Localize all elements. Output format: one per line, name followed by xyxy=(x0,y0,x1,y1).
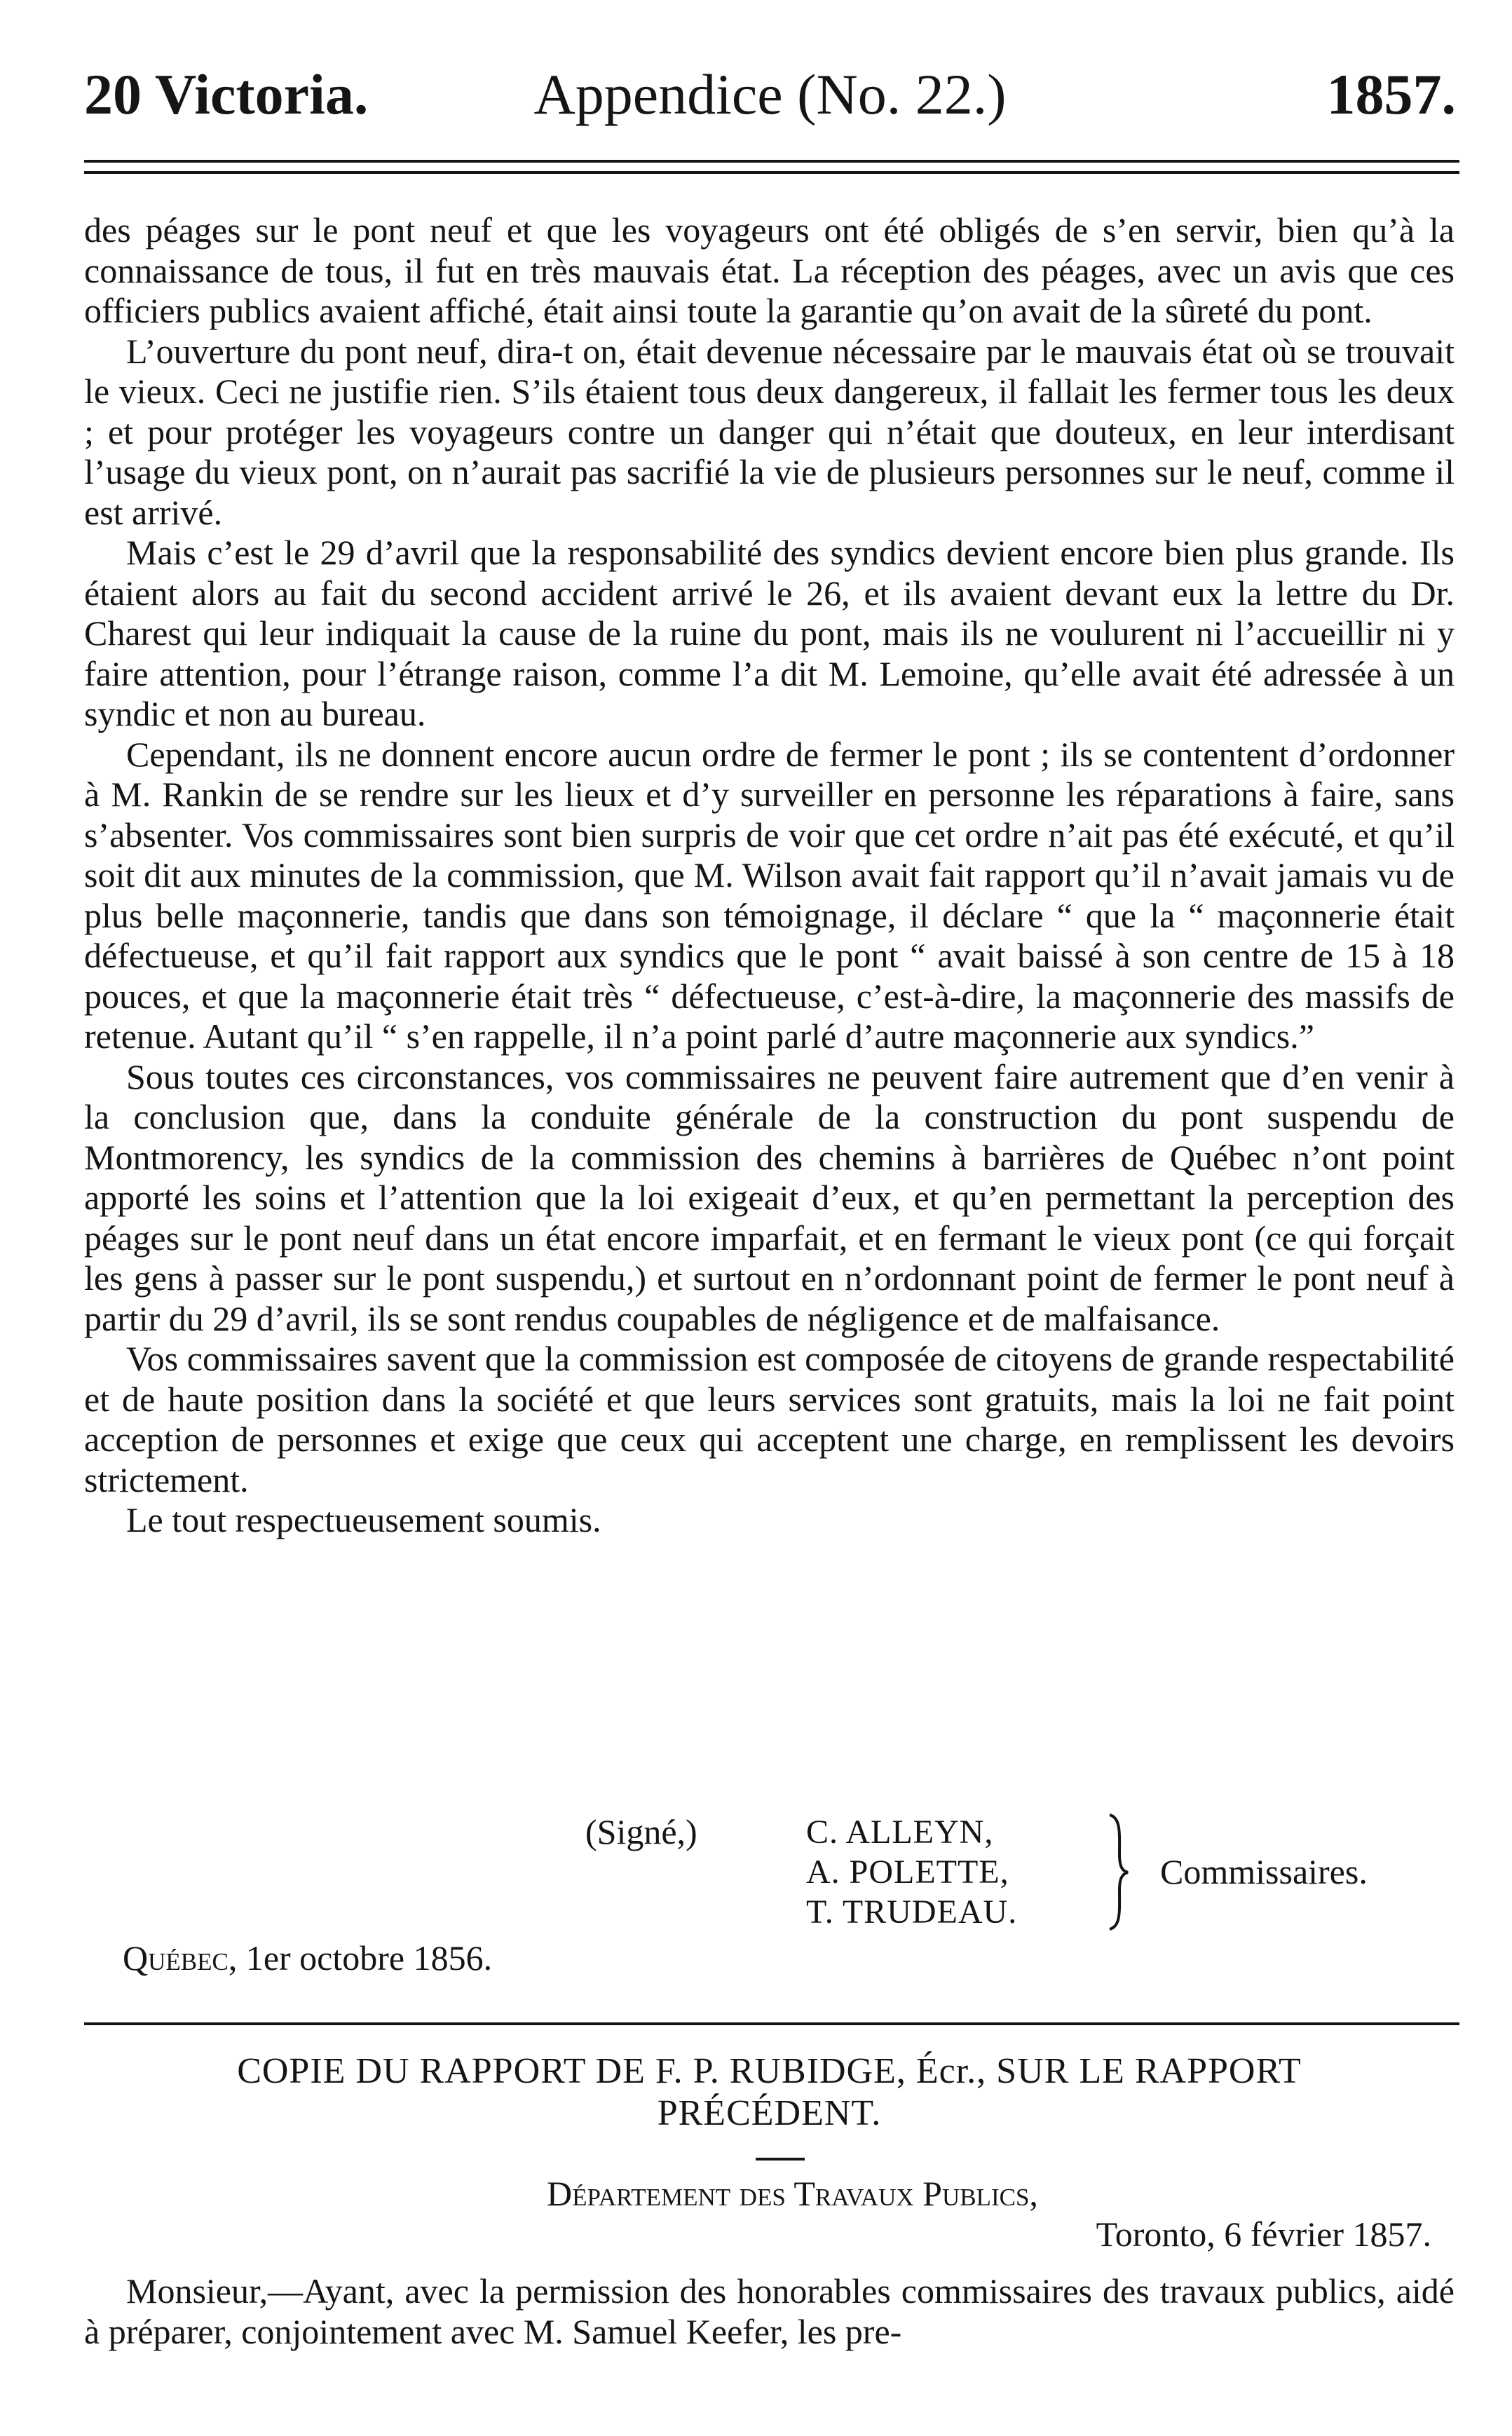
place-name: Québec xyxy=(123,1938,229,1978)
section-title-line: PRÉCÉDENT. xyxy=(657,2093,882,2133)
letter-opening: Monsieur,—Ayant, avec la permission des honorables commissaires des travaux publics, aidé à préparer, conjointement avec M. Samuel Keefer, les pre- xyxy=(84,2271,1455,2351)
paragraph: Sous toutes ces circonstances, vos commissaires ne peuvent faire autrement que d’en venir à la conclusion que, dans la conduite générale de la construction du pont suspendu de Montmorency, les syndics de la commission des chemins à barrières de Québec n’ont point apporté les soins et l’attention que la loi exigeait d’eux, et qu’en permettant la perception des péages sur le pont neuf dans un état encore imparfait, et en fermant le vieux pont (ce qui forçait les gens à passer sur le pont suspendu,) et surtout en n’ordonnant point de fermer le pont neuf à partir du 29 d’avril, ils se sont rendus coupables de négligence et de malfaisance. xyxy=(84,1056,1455,1338)
header-appendix: Appendice (No. 22.) xyxy=(533,62,1007,126)
paragraph: Mais c’est le 29 d’avril que la responsabilité des syndics devient encore bien plus grande. Ils étaient alors au fait du second accident arrivé le 26, et ils avaient devant eux la lettre du Dr. Charest qui leur indiquait la cause de la ruine du pont, mais ils ne voulurent ni l’accueillir ni y faire attention, pour l’étrange raison, comme l’a dit M. Lemoine, qu’elle avait été adressée à un syndic et non au bureau. xyxy=(84,533,1455,733)
section-rule xyxy=(84,2022,1459,2025)
paragraph: des péages sur le pont neuf et que les voyageurs ont été obligés de s’en servir, bien qu’à la connaissance de tous, il fut en très mauvais état. La réception des péages, avec un avis que ces officiers publics avaient affiché, était ainsi toute la garantie qu’on avait de la sûreté du pont. xyxy=(84,210,1455,330)
signatory-name: A. POLETTE, xyxy=(806,1853,1009,1891)
paragraph: Cependant, ils ne donnent encore aucun ordre de fermer le pont ; ils se contentent d’ordonner à M. Rankin de se rendre sur les lieux et d’y surveiller en personne les réparations à faire, sans s’absenter. Vos commissaires sont bien surpris de voir que cet ordre n’ait pas été exécuté, et qu’il soit dit aux minutes de la commission, que M. Wilson avait fait rapport qu’il n’avait jamais vu de plus belle maçonnerie, tandis que dans son témoignage, il déclare “ que la “ maçonnerie était défectueuse, et qu’il fait rapport aux syndics que le pont “ avait baissé à son centre de 15 à 18 pouces, et que la maçonnerie était très “ défectueuse, c’est-à-dire, la maçonnerie des massifs de retenue. Autant qu’il “ s’en rappelle, il n’a point parlé d’autre maçonnerie aux syndics.” xyxy=(84,734,1455,1056)
running-header xyxy=(84,56,1456,133)
paragraph: Vos commissaires savent que la commission est composée de citoyens de grande respectabilité et de haute position dans la société et que leurs services sont gratuits, mais la loi ne fait point acception de personnes et exige que ceux qui acceptent une charge, en remplissent les devoirs strictement. xyxy=(84,1339,1455,1499)
section-title-line: COPIE DU RAPPORT DE F. P. RUBIDGE, Écr., SUR LE RAPPORT xyxy=(237,2051,1302,2091)
short-rule xyxy=(756,2158,805,2161)
department-name: Département des Travaux Publics, xyxy=(547,2174,1038,2213)
signatory-name: C. ALLEYN, xyxy=(806,1814,994,1851)
place-date xyxy=(123,1938,492,1978)
signed-label: (Signé,) xyxy=(585,1812,697,1851)
signatory-name: T. TRUDEAU. xyxy=(806,1893,1018,1931)
brace-icon xyxy=(1104,1812,1132,1932)
closing-line: Le tout respectueusement soumis. xyxy=(126,1500,601,1539)
signatory-role: Commissaires. xyxy=(1160,1852,1368,1891)
signature-block xyxy=(0,1812,1512,1980)
paragraph: L’ouverture du pont neuf, dira-t on, était devenue nécessaire par le mauvais état où se trouvait le vieux. Ceci ne justifie rien. S’ils étaient tous deux dangereux, il fallait les fermer tous les deux ; et pour protéger les voyageurs contre un danger qui n’était que douteux, en leur interdisant l’usage du vieux pont, on n’aurait pas sacrifié la vie de plusieurs personnes sur le neuf, comme il est arrivé. xyxy=(84,331,1455,532)
signatory-names xyxy=(806,1812,1017,1932)
header-session: 20 Victoria. xyxy=(84,62,369,126)
header-year: 1857. xyxy=(1326,62,1456,126)
header-double-rule xyxy=(84,160,1459,174)
report-body xyxy=(84,210,1455,1541)
sign-date: , 1er octobre 1856. xyxy=(228,1938,493,1978)
section-title xyxy=(84,2050,1455,2135)
letter-dateline: Toronto, 6 février 1857. xyxy=(1096,2214,1431,2254)
